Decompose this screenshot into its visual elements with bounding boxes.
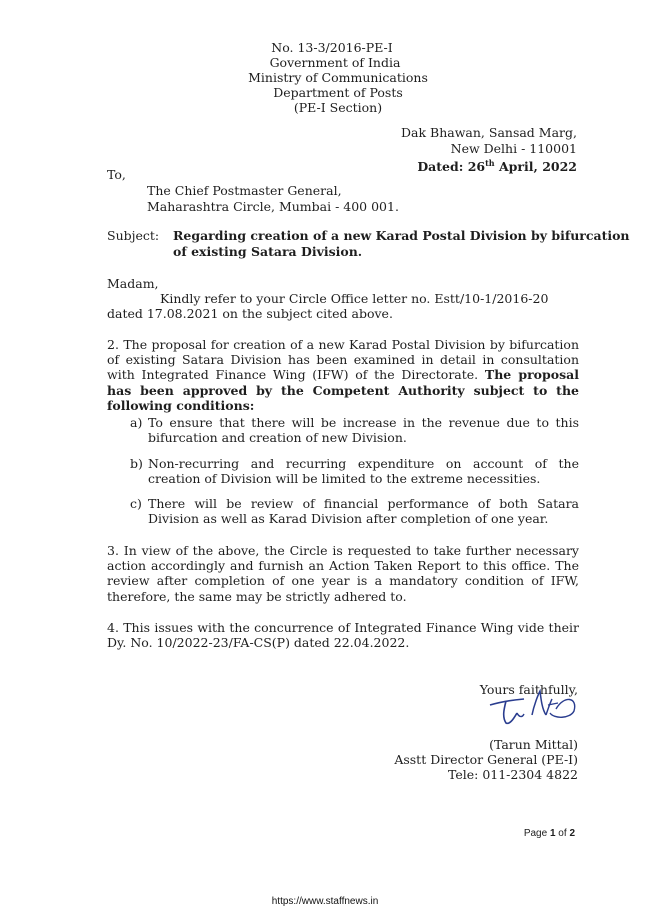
- salutation: Madam,: [107, 276, 159, 291]
- sender-address: [401, 125, 577, 175]
- section-line: (PE-I Section): [293, 100, 383, 115]
- signatory-designation: Asstt Director General (PE-I): [394, 752, 578, 768]
- letter-header: [0, 40, 650, 115]
- website-footer: https://www.staffnews.in: [271, 896, 379, 907]
- ministry-line: Ministry of Communications: [248, 70, 428, 85]
- department-line: Department of Posts: [273, 85, 403, 100]
- letter-date: Dated: 26th April, 2022: [417, 158, 577, 175]
- recipient-title: The Chief Postmaster General,: [147, 183, 342, 198]
- recipient-circle: Maharashtra Circle, Mumbai - 400 001.: [147, 198, 399, 214]
- subject-block: [107, 228, 630, 259]
- condition-a: a) To ensure that there will be increase in the revenue due to this bifurcation and creation of new Division.: [130, 415, 579, 446]
- paragraph-4: 4. This issues with the concurrence of Integrated Finance Wing vide their Dy. No. 10/2022-23/FA-CS(P) dated 22.04.2022.: [107, 620, 579, 651]
- paragraph-3: 3. In view of the above, the Circle is requested to take further necessary action accordingly and furnish an Action Taken Report to this office. The review after completion of one year is a mandatory condition of IFW, therefore, the same may be strictly adhered to.: [107, 543, 579, 604]
- signatory-telephone: Tele: 011-2304 4822: [447, 767, 578, 783]
- address-line-2: New Delhi - 110001: [450, 140, 577, 156]
- paragraph-1: Kindly refer to your Circle Office letter no. Estt/10-1/2016-20 dated 17.08.2021 on the subject cited above.: [107, 291, 549, 322]
- signatory-name: (Tarun Mittal): [489, 737, 578, 752]
- signatory-block: [394, 737, 578, 783]
- to-label: To,: [107, 167, 126, 182]
- condition-b: b) Non-recurring and recurring expenditure on account of the creation of Division will be limited to the extreme necessities.: [130, 456, 579, 487]
- paragraph-2: 2. The proposal for creation of a new Karad Postal Division by bifurcation of existing Satara Division has been examined in detail in consultation with Integrated Finance Wing (IFW) of the Directorate. The proposal has been approved by the Competent Authority subject to the following conditions:: [107, 337, 579, 413]
- subject-text: Regarding creation of a new Karad Postal Division by bifurcation of existing Satara Division.: [173, 228, 630, 259]
- handwritten-signature: [484, 685, 580, 729]
- recipient-block: [147, 183, 399, 214]
- reference-number: No. 13-3/2016-PE-I: [271, 40, 393, 55]
- address-line-1: Dak Bhawan, Sansad Marg,: [401, 125, 577, 140]
- subject-label: Subject:: [107, 228, 160, 243]
- closing: Yours faithfully,: [479, 682, 578, 697]
- government-line: Government of India: [269, 55, 401, 70]
- condition-c: c) There will be review of financial performance of both Satara Division as well as Karad Division after completion of one year.: [130, 496, 579, 527]
- page-number: Page 1 of 2: [523, 828, 575, 839]
